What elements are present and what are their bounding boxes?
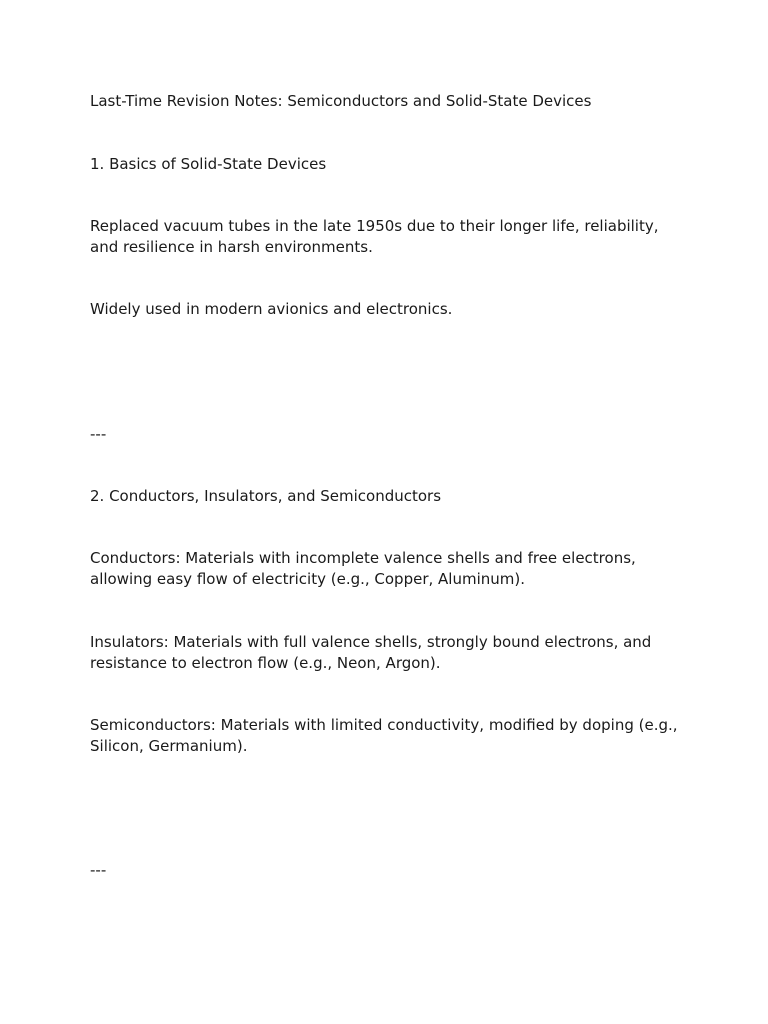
section-separator: --- xyxy=(90,861,107,879)
paragraph: Semiconductors: Materials with limited conductivity, modified by doping (e.g., Silicon, Germanium). xyxy=(90,716,678,755)
section-heading: 1. Basics of Solid-State Devices xyxy=(90,155,327,173)
paragraph: Replaced vacuum tubes in the late 1950s due to their longer life, reliability, and resilience in harsh environments. xyxy=(90,217,659,256)
section-separator: --- xyxy=(90,425,107,443)
paragraph: Widely used in modern avionics and electronics. xyxy=(90,300,453,318)
paragraph: Insulators: Materials with full valence shells, strongly bound electrons, and resistance to electron flow (e.g., Neon, Argon). xyxy=(90,633,652,672)
document-title: Last-Time Revision Notes: Semiconductors and Solid-State Devices xyxy=(90,92,592,110)
paragraph: Conductors: Materials with incomplete valence shells and free electrons, allowing easy flow of electricity (e.g., Copper, Aluminum). xyxy=(90,549,636,588)
section-heading: 2. Conductors, Insulators, and Semiconductors xyxy=(90,487,442,505)
